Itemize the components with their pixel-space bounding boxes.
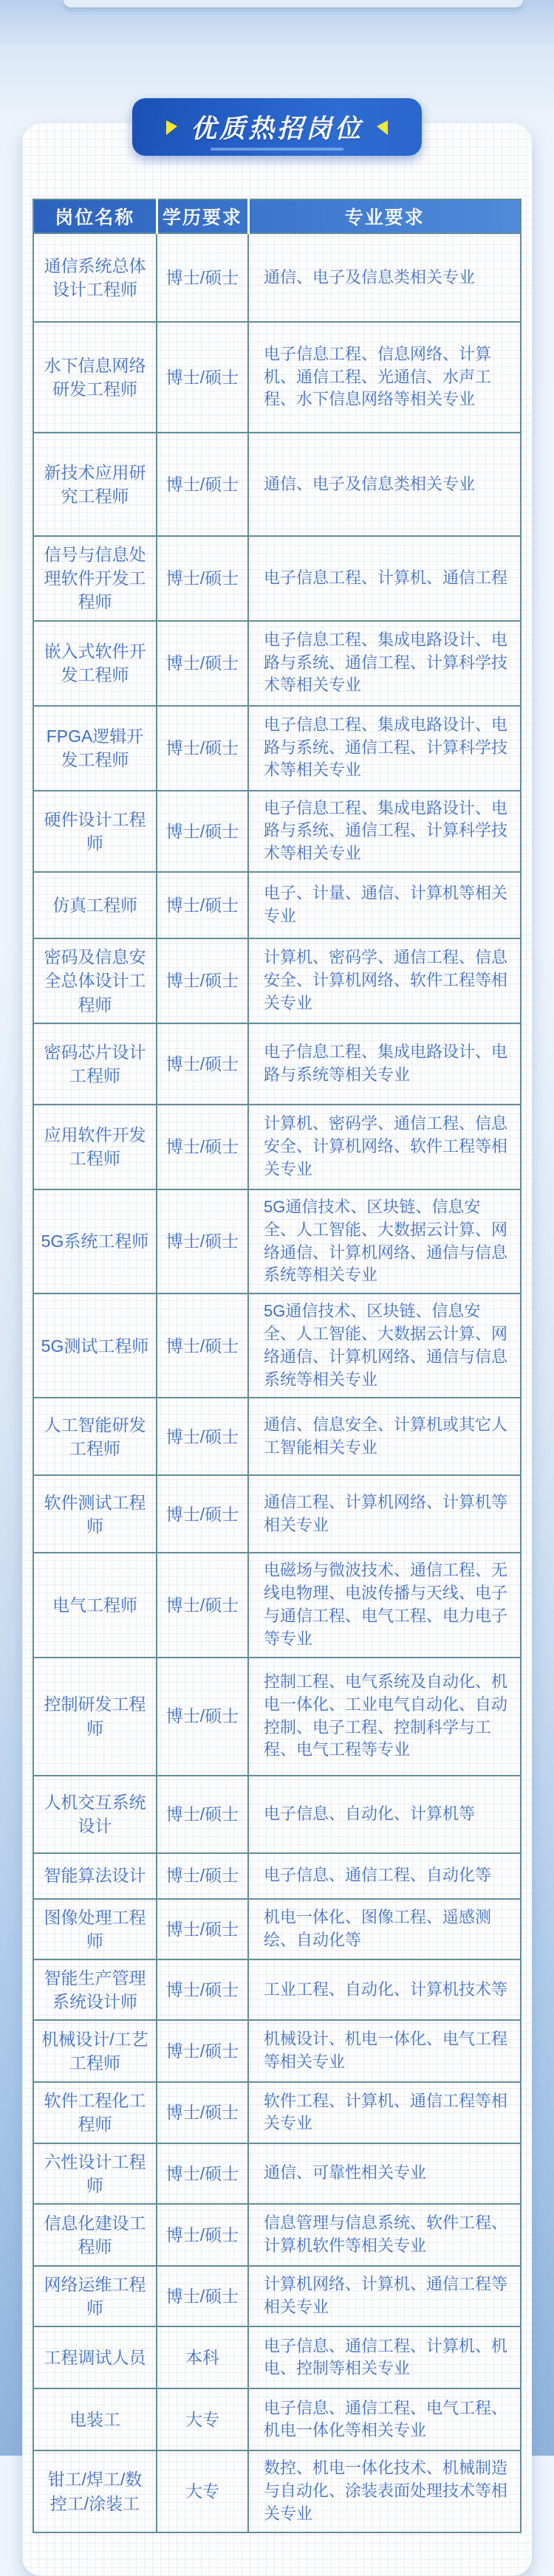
majors-cell (248, 2082, 521, 2143)
degree-text: 博士/硕士 (165, 1595, 239, 1615)
majors-text: 通信工程、计算机网络、计算机等相关专业 (264, 1493, 508, 1534)
degree-cell (157, 2450, 248, 2532)
degree-text: 博士/硕士 (165, 971, 239, 991)
degree-cell (157, 2266, 248, 2326)
position-text: 5G系统工程师 (41, 1232, 149, 1251)
header-position-name: 岗位名称 (33, 199, 157, 233)
majors-cell (248, 621, 521, 706)
majors-cell (248, 233, 521, 322)
position-text: 硬件设计工程师 (44, 809, 146, 853)
majors-text: 通信、电子及信息类相关专业 (264, 267, 476, 286)
degree-cell (157, 2143, 248, 2204)
position-text: 电气工程师 (52, 1595, 137, 1615)
position-text: 图像处理工程师 (44, 1907, 146, 1951)
position-text: 水下信息网络研发工程师 (44, 355, 146, 399)
table-row (33, 621, 521, 706)
table-row (33, 322, 521, 433)
table-row (33, 1960, 521, 2020)
position-cell (33, 872, 157, 938)
majors-cell (248, 872, 521, 938)
position-cell (33, 2020, 157, 2082)
position-cell (33, 1105, 157, 1189)
degree-text: 博士/硕士 (165, 1919, 239, 1939)
degree-text: 本科 (185, 2348, 219, 2368)
majors-text: 电子信息、通信工程、计算机、机电、控制等相关专业 (264, 2336, 508, 2378)
position-cell (33, 1294, 157, 1398)
majors-cell (248, 1553, 521, 1657)
majors-cell (248, 1658, 521, 1776)
majors-text: 控制工程、电气系统及自动化、机电一体化、工业电气自动化、自动控制、电子工程、控制科学与工程、电气工程等专业 (264, 1672, 508, 1759)
degree-cell (157, 322, 248, 433)
degree-text: 博士/硕士 (165, 1426, 239, 1446)
degree-cell (157, 433, 248, 536)
table-row (33, 2388, 521, 2450)
position-cell (33, 791, 157, 872)
degree-cell (157, 233, 248, 322)
position-text: 控制研发工程师 (44, 1694, 146, 1738)
majors-cell (248, 1960, 521, 2020)
degree-text: 博士/硕士 (165, 1504, 239, 1524)
table-row (33, 791, 521, 872)
jobs-table (33, 199, 521, 2533)
majors-cell (248, 2204, 521, 2266)
majors-text: 5G通信技术、区块链、信息安全、人工智能、大数据云计算、网络通信、计算机网络、通信与信息系统等相关专业 (264, 1197, 508, 1285)
position-text: 密码芯片设计工程师 (44, 1042, 146, 1085)
position-cell (33, 1475, 157, 1553)
previous-section-edge (64, 0, 523, 7)
degree-cell (157, 1658, 248, 1776)
badge-right-arrow-icon (377, 119, 388, 135)
degree-cell (157, 2388, 248, 2450)
position-text: FPGA逻辑开发工程师 (46, 726, 144, 770)
position-text: 信息化建设工程师 (44, 2213, 146, 2257)
degree-cell (157, 1899, 248, 1960)
position-cell (33, 1960, 157, 2020)
degree-cell (157, 2082, 248, 2143)
degree-cell (157, 1475, 248, 1553)
job-table-body (33, 233, 521, 2532)
header-major-requirement: 专业要求 (248, 199, 521, 233)
majors-cell (248, 1853, 521, 1899)
position-text: 电装工 (69, 2410, 120, 2430)
table-row (33, 2143, 521, 2204)
majors-text: 电子信息、通信工程、电气工程、机电一体化等相关专业 (264, 2398, 508, 2440)
degree-text: 博士/硕士 (165, 569, 239, 588)
degree-text: 博士/硕士 (165, 2103, 239, 2123)
table-row (33, 1853, 521, 1899)
majors-cell (248, 1023, 521, 1105)
degree-cell (157, 1105, 248, 1189)
degree-cell (157, 2326, 248, 2388)
majors-text: 电子信息工程、集成电路设计、电路与系统、通信工程、计算科学技术等相关专业 (264, 630, 508, 695)
position-cell (33, 2266, 157, 2326)
degree-cell (157, 872, 248, 938)
degree-text: 博士/硕士 (165, 1866, 239, 1886)
majors-text: 电子、计量、通信、计算机等相关专业 (264, 884, 508, 925)
position-cell (33, 433, 157, 536)
majors-cell (248, 536, 521, 621)
degree-cell (157, 938, 248, 1023)
degree-text: 博士/硕士 (165, 2225, 239, 2244)
table-row (33, 1189, 521, 1294)
degree-text: 博士/硕士 (165, 653, 239, 673)
majors-text: 电子信息、通信工程、自动化等 (264, 1866, 492, 1885)
table-row (33, 2204, 521, 2266)
degree-text: 大专 (185, 2410, 219, 2430)
degree-text: 博士/硕士 (165, 367, 239, 387)
position-cell (33, 2326, 157, 2388)
position-cell (33, 938, 157, 1023)
degree-cell (157, 1553, 248, 1657)
degree-cell (157, 1398, 248, 1475)
position-text: 信号与信息处理软件开发工程师 (44, 545, 146, 612)
position-cell (33, 1899, 157, 1960)
table-row (33, 536, 521, 621)
majors-text: 计算机网络、计算机、通信工程等相关专业 (264, 2275, 508, 2317)
majors-text: 数控、机电一体化技术、机械制造与自动化、涂装表面处理技术等相关专业 (264, 2459, 508, 2523)
degree-cell (157, 1853, 248, 1899)
majors-cell (248, 1294, 521, 1398)
badge-underline (211, 148, 343, 151)
majors-cell (248, 433, 521, 536)
degree-text: 博士/硕士 (165, 2041, 239, 2061)
degree-text: 大专 (185, 2481, 219, 2501)
majors-text: 通信、电子及信息类相关专业 (264, 474, 476, 493)
table-row (33, 938, 521, 1023)
table-row (33, 1776, 521, 1853)
table-row (33, 233, 521, 322)
position-cell (33, 2204, 157, 2266)
majors-cell (248, 1398, 521, 1475)
degree-text: 博士/硕士 (165, 1804, 239, 1824)
degree-cell (157, 1960, 248, 2020)
majors-text: 通信、信息安全、计算机或其它人工智能相关专业 (264, 1415, 508, 1457)
position-text: 应用软件开发工程师 (44, 1125, 146, 1169)
majors-cell (248, 1105, 521, 1189)
position-cell (33, 1658, 157, 1776)
degree-text: 博士/硕士 (165, 1232, 239, 1251)
table-row (33, 433, 521, 536)
majors-text: 计算机、密码学、通信工程、信息安全、计算机网络、软件工程等相关专业 (264, 1114, 508, 1178)
position-cell (33, 1398, 157, 1475)
majors-text: 电子信息工程、集成电路设计、电路与系统等相关专业 (264, 1043, 508, 1084)
degree-text: 博士/硕士 (165, 738, 239, 758)
position-cell (33, 2082, 157, 2143)
position-text: 智能生产管理系统设计师 (44, 1968, 146, 2012)
position-text: 通信系统总体设计工程师 (44, 255, 146, 299)
majors-cell (248, 938, 521, 1023)
position-text: 新技术应用研究工程师 (44, 462, 146, 506)
content-card (22, 114, 532, 2576)
position-text: 机械设计/工艺工程师 (41, 2030, 148, 2073)
header-degree-requirement: 学历要求 (157, 199, 248, 233)
majors-text: 电子信息、自动化、计算机等 (264, 1804, 476, 1823)
position-text: 人机交互系统设计 (44, 1792, 146, 1836)
position-cell (33, 621, 157, 706)
table-row (33, 1105, 521, 1189)
table-row (33, 1658, 521, 1776)
section-title: 优质热招岗位 (190, 114, 363, 143)
degree-text: 博士/硕士 (165, 895, 239, 915)
degree-text: 博士/硕士 (165, 1054, 239, 1074)
degree-text: 博士/硕士 (165, 2163, 239, 2183)
majors-cell (248, 1189, 521, 1294)
position-cell (33, 706, 157, 791)
position-cell (33, 1553, 157, 1657)
position-cell (33, 1023, 157, 1105)
majors-cell (248, 2143, 521, 2204)
table-row (33, 2082, 521, 2143)
majors-text: 信息管理与信息系统、软件工程、计算机软件等相关专业 (264, 2213, 508, 2256)
position-cell (33, 2450, 157, 2532)
position-text: 软件工程化工程师 (44, 2091, 146, 2134)
table-row (33, 2020, 521, 2082)
majors-text: 计算机、密码学、通信工程、信息安全、计算机网络、软件工程等相关专业 (264, 948, 508, 1012)
majors-text: 软件工程、计算机、通信工程等相关专业 (264, 2091, 508, 2133)
position-text: 密码及信息安全总体设计工程师 (44, 947, 146, 1014)
degree-text: 博士/硕士 (165, 821, 239, 841)
majors-cell (248, 1899, 521, 1960)
degree-text: 博士/硕士 (165, 267, 239, 287)
table-row (33, 2266, 521, 2326)
position-cell (33, 1189, 157, 1294)
jobs-table-header (33, 199, 521, 233)
position-text: 智能算法设计 (44, 1866, 146, 1886)
degree-cell (157, 2204, 248, 2266)
position-cell (33, 2388, 157, 2450)
table-row (33, 2450, 521, 2532)
majors-cell (248, 2020, 521, 2082)
table-row (33, 1398, 521, 1475)
table-row (33, 1023, 521, 1105)
majors-text: 电子信息工程、集成电路设计、电路与系统、通信工程、计算科学技术等相关专业 (264, 715, 508, 780)
majors-text: 通信、可靠性相关专业 (264, 2163, 427, 2182)
section-badge (132, 98, 422, 156)
degree-text: 博士/硕士 (165, 1979, 239, 1999)
degree-text: 博士/硕士 (165, 1706, 239, 1726)
position-cell (33, 2143, 157, 2204)
degree-cell (157, 706, 248, 791)
majors-cell (248, 2388, 521, 2450)
table-row (33, 1553, 521, 1657)
position-text: 5G测试工程师 (41, 1336, 149, 1356)
degree-cell (157, 1189, 248, 1294)
majors-cell (248, 706, 521, 791)
majors-cell (248, 2266, 521, 2326)
majors-cell (248, 791, 521, 872)
majors-text: 电子信息工程、计算机、通信工程 (264, 568, 508, 587)
degree-cell (157, 2020, 248, 2082)
table-row (33, 1899, 521, 1960)
position-cell (33, 322, 157, 433)
degree-cell (157, 621, 248, 706)
position-cell (33, 1853, 157, 1899)
majors-text: 5G通信技术、区块链、信息安全、人工智能、大数据云计算、网络通信、计算机网络、通信与信息系统等相关专业 (264, 1302, 508, 1389)
majors-text: 电子信息工程、信息网络、计算机、通信工程、光通信、水声工程、水下信息网络等相关专业 (264, 344, 492, 409)
majors-text: 电子信息工程、集成电路设计、电路与系统、通信工程、计算科学技术等相关专业 (264, 798, 508, 863)
position-cell (33, 536, 157, 621)
degree-cell (157, 1294, 248, 1398)
position-text: 软件测试工程师 (44, 1492, 146, 1536)
majors-cell (248, 1776, 521, 1853)
table-row (33, 1475, 521, 1553)
majors-text: 工业工程、自动化、计算机技术等 (264, 1979, 508, 1999)
majors-cell (248, 1475, 521, 1553)
position-text: 人工智能研发工程师 (44, 1415, 146, 1458)
position-text: 钳工/焊工/数控工/涂装工 (47, 2470, 143, 2513)
position-text: 嵌入式软件开发工程师 (44, 641, 146, 685)
table-row (33, 872, 521, 938)
position-text: 仿真工程师 (52, 895, 137, 915)
degree-text: 博士/硕士 (165, 474, 239, 494)
position-cell (33, 233, 157, 322)
position-text: 网络运维工程师 (44, 2275, 146, 2318)
badge-left-arrow-icon (166, 119, 177, 135)
degree-text: 博士/硕士 (165, 2287, 239, 2307)
table-row (33, 706, 521, 791)
position-text: 六性设计工程师 (44, 2151, 146, 2195)
majors-cell (248, 2450, 521, 2532)
position-cell (33, 1776, 157, 1853)
degree-cell (157, 791, 248, 872)
majors-cell (248, 322, 521, 433)
majors-text: 机械设计、机电一体化、电气工程等相关专业 (264, 2030, 508, 2072)
majors-text: 电磁场与微波技术、通信工程、无线电物理、电波传播与天线、电子与通信工程、电气工程、电力电子等专业 (264, 1561, 508, 1648)
degree-text: 博士/硕士 (165, 1336, 239, 1356)
table-row (33, 1294, 521, 1398)
degree-cell (157, 1776, 248, 1853)
majors-cell (248, 2326, 521, 2388)
position-text: 工程调试人员 (44, 2348, 146, 2368)
table-row (33, 2326, 521, 2388)
degree-cell (157, 536, 248, 621)
majors-text: 机电一体化、图像工程、遥感测绘、自动化等 (264, 1907, 492, 1949)
degree-text: 博士/硕士 (165, 1137, 239, 1157)
degree-cell (157, 1023, 248, 1105)
